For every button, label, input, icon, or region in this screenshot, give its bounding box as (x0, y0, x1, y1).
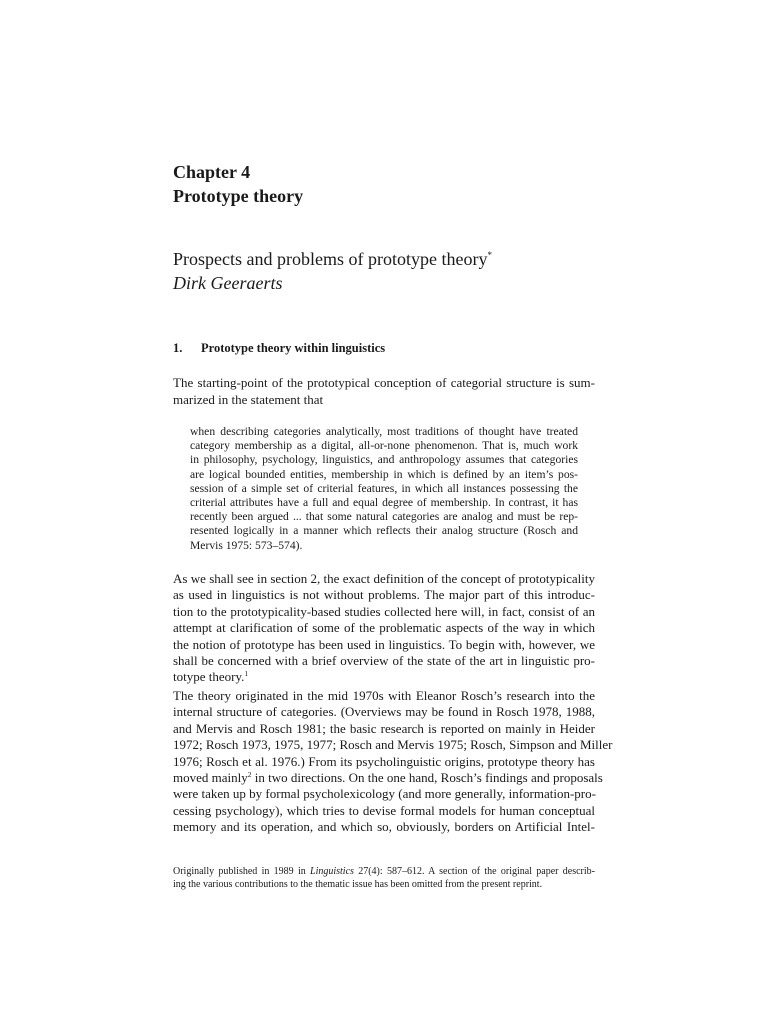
chapter-heading (173, 160, 303, 208)
text-line: internal structure of categories. (Overviews may be found in Rosch 1978, 1988, (173, 704, 595, 720)
text-line: as used in linguistics is not without problems. The major part of this introduc- (173, 587, 595, 603)
chapter-number: Chapter 4 (173, 162, 251, 182)
footnote-mark: 2 (247, 770, 252, 780)
text-line: 1976; Rosch et al. 1976.) From its psycholinguistic origins, prototype theory has (173, 753, 595, 769)
footnote-line (173, 865, 595, 878)
section-number: 1. (173, 341, 183, 355)
quote-line: are logical bounded entities, membership in which is defined by an item’s pos- (190, 467, 578, 481)
footnote-prefix: Originally published in 1989 in (173, 866, 311, 877)
body-paragraph (173, 571, 595, 686)
text-fragment: totype theory. (173, 669, 245, 685)
article-heading (173, 243, 492, 295)
article-title-line (173, 243, 492, 271)
text-line: attempt at clarification of some of the problematic aspects of the way in which (173, 620, 595, 636)
text-line: marized in the statement that (173, 392, 324, 407)
text-line: As we shall see in section 2, the exact definition of the concept of prototypicality (173, 571, 595, 586)
block-quote (190, 425, 578, 553)
quote-line: session of a simple set of criterial features, in which all instances possessing the (190, 481, 578, 495)
text-line: tion to the prototypicality-based studies collected here will, in fact, consist of an (173, 603, 595, 619)
quote-line: in philosophy, psychology, linguistics, and anthropology assumes that categories (190, 453, 578, 467)
text-line: shall be concerned with a brief overview of the state of the art in linguistic pro- (173, 653, 595, 669)
text-line: cessing psychology), which tries to devise formal models for human conceptual (173, 802, 595, 818)
text-line: were taken up by formal psycholexicology (and more generally, information-pro- (173, 786, 596, 802)
quote-line: criterial attributes have a full and equal degree of membership. In contrast, it has (190, 496, 578, 510)
text-fragment: in two directions. On the one hand, Rosch’s findings and proposals (251, 770, 603, 786)
section-heading (173, 340, 385, 356)
footnote (173, 865, 595, 891)
footnote-journal: Linguistics (310, 866, 354, 877)
text-line: and Mervis and Rosch 1981; the basic research is reported on mainly in Heider (173, 720, 595, 736)
text-line: 1972; Rosch 1973, 1975, 1977; Rosch and Mervis 1975; Rosch, Simpson and Miller (173, 737, 613, 753)
text-fragment: moved mainly (173, 770, 248, 786)
quote-line: recently been argued ... that some natural categories are analog and must be rep- (190, 510, 578, 524)
footnote-mark: 1 (244, 669, 249, 679)
article-title-mark: * (487, 250, 492, 260)
quote-line: Mervis 1975: 573–574). (190, 538, 303, 552)
text-line (173, 669, 595, 685)
quote-line: resented logically in a manner which reflects their analog structure (Rosch and (190, 524, 578, 538)
body-paragraph (173, 688, 613, 836)
article-author: Dirk Geeraerts (173, 273, 283, 293)
section-title: Prototype theory within linguistics (201, 341, 386, 355)
footnote-suffix: 27(4): 587–612. A section of the original paper describ- (353, 866, 595, 877)
article-title: Prospects and problems of prototype theory (173, 249, 488, 269)
chapter-title: Prototype theory (173, 186, 304, 206)
text-line (173, 770, 603, 786)
text-line: The theory originated in the mid 1970s with Eleanor Rosch’s research into the (173, 688, 595, 703)
intro-paragraph (173, 374, 595, 408)
text-line: the notion of prototype has been used in linguistics. To begin with, however, we (173, 636, 595, 652)
quote-line: category membership as a digital, all-or-none phenomenon. That is, much work (190, 439, 578, 453)
text-line: The starting-point of the prototypical conception of categorial structure is sum- (173, 375, 595, 390)
quote-line: when describing categories analytically, most traditions of thought have treated (190, 425, 578, 438)
footnote-line: ing the various contributions to the thematic issue has been omitted from the present reprint. (173, 879, 543, 890)
text-line: memory and its operation, and which so, obviously, borders on Artificial Intel- (173, 819, 595, 835)
